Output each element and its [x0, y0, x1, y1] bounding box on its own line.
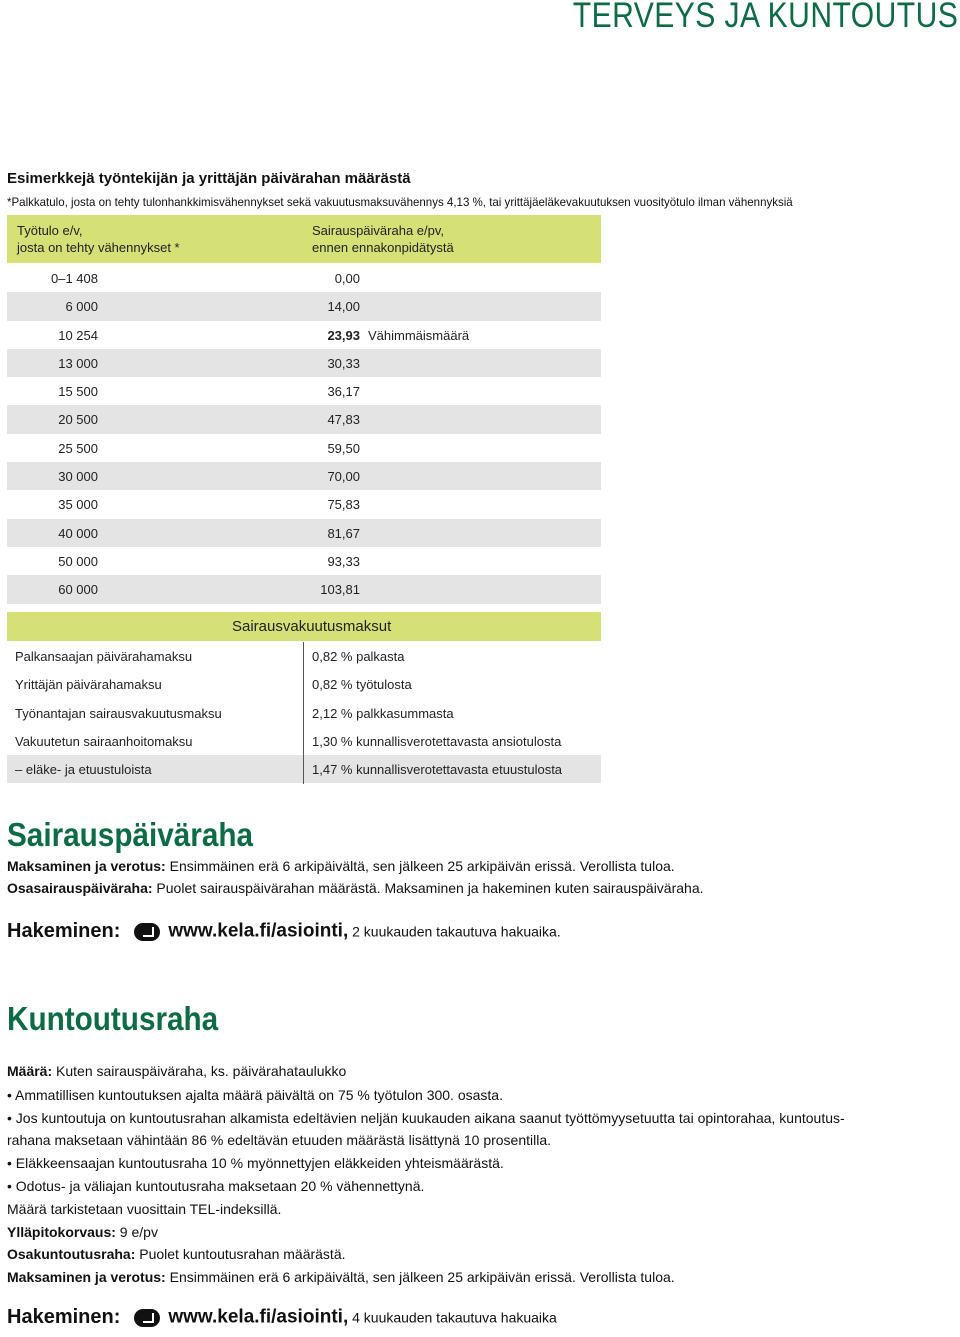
- online-service-icon: [134, 923, 160, 941]
- table-row: [7, 264, 601, 292]
- sickness-allowance-title: Sairauspäiväraha: [7, 816, 254, 853]
- rehab-bullet-4: • Odotus- ja väliajan kuntoutusraha maksetaan 20 % vähennettynä.: [7, 1178, 425, 1194]
- allowance-cell: 0,00: [334, 271, 360, 286]
- insurance-table-body: [7, 642, 601, 783]
- rehabilitation-allowance-title: Kuntoutusraha: [7, 1000, 219, 1037]
- allowance-column-header: [312, 222, 454, 256]
- allowance-cell: 23,93: [327, 327, 360, 343]
- income-cell: 10 254: [58, 327, 98, 343]
- insurance-column-divider: [303, 642, 304, 784]
- allowance-cell: 93,33: [327, 553, 360, 569]
- rehab-upkeep-text: 9 e/pv: [115, 1224, 158, 1240]
- insurance-heading: Sairausvakuutusmaksut: [232, 618, 392, 635]
- rehab-apply-note: 4 kuukauden takautuva hakuaika: [348, 1309, 557, 1326]
- rehab-bullet-1: • Ammatillisen kuntoutuksen ajalta määrä päivältä on 75 % työtulon 300. osasta.: [7, 1087, 503, 1103]
- rehab-payment-label: Maksaminen ja verotus:: [7, 1269, 166, 1285]
- sickness-payment-text: Ensimmäinen erä 6 arkipäivältä, sen jälkeen 25 arkipäivän erissä. Verollista tuloa.: [165, 858, 675, 874]
- sickness-apply-line: [7, 920, 561, 948]
- minimum-amount-note: Vähimmäismäärä: [368, 327, 470, 343]
- insurance-value-cell: 2,12 % palkkasummasta: [312, 705, 454, 721]
- income-cell: 6 000: [65, 299, 98, 315]
- insurance-table-header: [7, 612, 601, 641]
- income-cell: 60 000: [58, 582, 98, 598]
- table-row: [7, 490, 601, 518]
- allowance-cell: 75,83: [327, 497, 360, 513]
- partial-rehab-label: Osakuntoutusraha:: [7, 1246, 136, 1262]
- table-row: [7, 699, 601, 727]
- rehab-bullet-2-line-2: rahana maksetaan vähintään 86 % edeltävän etuuden määrästä lisättynä 10 prosentilla.: [7, 1132, 552, 1148]
- allowance-table-header: [7, 215, 601, 263]
- insurance-label-cell: Vakuutetun sairaanhoitomaksu: [15, 733, 193, 749]
- allowance-cell: 103,81: [320, 582, 360, 598]
- allowance-cell: 70,00: [327, 469, 360, 485]
- partial-sickness-text: Puolet sairauspäivärahan määrästä. Maksaminen ja hakeminen kuten sairauspäiväraha.: [152, 880, 704, 896]
- partial-sickness-line: [7, 880, 704, 896]
- income-cell: 15 500: [58, 384, 98, 400]
- table-row: [7, 434, 601, 462]
- income-cell: 20 500: [58, 412, 98, 428]
- allowance-cell: 14,00: [327, 299, 360, 315]
- income-cell: 0–1 408: [51, 271, 98, 286]
- rehab-apply-link[interactable]: www.kela.fi/asiointi,: [168, 1306, 349, 1328]
- insurance-value-cell: 0,82 % työtulosta: [312, 677, 412, 693]
- table-row: [7, 547, 601, 575]
- rehab-apply-line: [7, 1306, 557, 1334]
- income-header-line1: Työtulo e/v,: [17, 223, 83, 238]
- rehab-bullet-2-line-1: • Jos kuntoutuja on kuntoutusrahan alkamista edeltävien neljän kuukauden aikana saanut työttömyysetuutta tai opintorahaa, kuntoutus-: [7, 1110, 845, 1126]
- income-cell: 30 000: [58, 469, 98, 485]
- allowance-header-line1: Sairauspäiväraha e/pv,: [312, 223, 445, 238]
- allowance-cell: 81,67: [327, 525, 360, 541]
- income-column-header: [17, 222, 180, 256]
- insurance-label-cell: – eläke- ja etuustuloista: [15, 762, 152, 778]
- income-cell: 50 000: [58, 553, 98, 569]
- rehab-amount-text: Kuten sairauspäiväraha, ks. päivärahataulukko: [52, 1063, 347, 1079]
- allowance-cell: 47,83: [327, 412, 360, 428]
- table-row: [7, 755, 601, 783]
- rehab-payment-text: Ensimmäinen erä 6 arkipäivältä, sen jälkeen 25 arkipäivän erissä. Verollista tuloa.: [165, 1269, 675, 1285]
- income-cell: 25 500: [58, 440, 98, 456]
- rehab-apply-label: Hakeminen:: [7, 1306, 121, 1328]
- sickness-apply-label: Hakeminen:: [7, 920, 121, 942]
- table-row: [7, 575, 601, 603]
- rehab-bullet-3: • Eläkkeensaajan kuntoutusraha 10 % myönnettyjen eläkkeiden yhteismäärästä.: [7, 1155, 504, 1171]
- allowance-header-line2: ennen ennakonpidätystä: [312, 240, 454, 255]
- insurance-value-cell: 1,47 % kunnallisverotettavasta etuustulosta: [312, 762, 563, 778]
- intro-footnote: *Palkkatulo, josta on tehty tulonhankkimisvähennykset sekä vakuutusmaksuvähennys 4,13 %, tai yrittäjäeläkevakuutuksen vuosityötulo ilman vähennyksiä: [7, 195, 793, 209]
- table-row: [7, 292, 601, 320]
- income-cell: 13 000: [58, 355, 98, 371]
- insurance-value-cell: 0,82 % palkasta: [312, 649, 405, 664]
- table-row: [7, 727, 601, 755]
- income-cell: 35 000: [58, 497, 98, 513]
- allowance-table-body: [7, 264, 601, 604]
- allowance-cell: 30,33: [327, 355, 360, 371]
- table-row: [7, 349, 601, 377]
- rehab-amount-line: [7, 1063, 346, 1079]
- income-cell: 40 000: [58, 525, 98, 541]
- partial-rehab-line: [7, 1246, 346, 1262]
- rehab-amount-label: Määrä:: [7, 1063, 53, 1079]
- rehab-upkeep-label: Ylläpitokorvaus:: [7, 1224, 116, 1240]
- rehab-upkeep-line: [7, 1224, 158, 1240]
- insurance-label-cell: Yrittäjän päivärahamaksu: [15, 677, 162, 693]
- intro-heading: Esimerkkejä työntekijän ja yrittäjän päivärahan määrästä: [7, 170, 411, 187]
- table-row: [7, 405, 601, 433]
- insurance-label-cell: Työnantajan sairausvakuutusmaksu: [15, 705, 222, 721]
- table-row: [7, 642, 601, 670]
- table-row: [7, 462, 601, 490]
- partial-sickness-label: Osasairauspäiväraha:: [7, 880, 153, 896]
- sickness-apply-link[interactable]: www.kela.fi/asiointi,: [168, 920, 349, 942]
- sickness-payment-label: Maksaminen ja verotus:: [7, 858, 166, 874]
- sickness-apply-note: 2 kuukauden takautuva hakuaika.: [348, 923, 561, 940]
- table-row: [7, 670, 601, 698]
- page-header-title: TERVEYS JA KUNTOUTUS: [572, 0, 958, 35]
- insurance-label-cell: Palkansaajan päivärahamaksu: [15, 649, 193, 664]
- sickness-payment-line: [7, 858, 675, 874]
- allowance-cell: 36,17: [327, 384, 360, 400]
- allowance-cell: 59,50: [327, 440, 360, 456]
- table-row: [7, 519, 601, 547]
- insurance-value-cell: 1,30 % kunnallisverotettavasta ansiotulosta: [312, 733, 562, 749]
- rehab-payment-line: [7, 1269, 675, 1285]
- income-header-line2: josta on tehty vähennykset *: [17, 240, 180, 255]
- rehab-review-note: Määrä tarkistetaan vuosittain TEL-indeksillä.: [7, 1201, 282, 1217]
- partial-rehab-text: Puolet kuntoutusrahan määrästä.: [135, 1246, 346, 1262]
- online-service-icon: [134, 1309, 160, 1327]
- table-row: [7, 377, 601, 405]
- table-row: [7, 321, 601, 349]
